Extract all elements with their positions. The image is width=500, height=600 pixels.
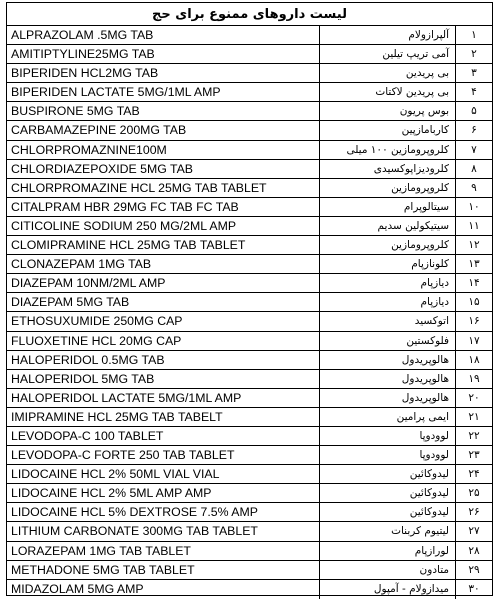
drug-persian-name: کلروپرومازین ۱۰۰ میلی: [320, 141, 456, 159]
row-number: ۷: [471, 143, 477, 156]
table-row: [7, 484, 492, 503]
table-row: [7, 121, 492, 140]
drug-english-name: FLUOXETINE HCL 20MG CAP: [7, 332, 320, 350]
drug-english-name: ETHOSUXUMIDE 250MG CAP: [7, 312, 320, 330]
row-number: ۲۴: [468, 468, 480, 481]
drug-english-name: CLOMIPRAMINE HCL 25MG TAB TABLET: [7, 236, 320, 254]
drug-persian-name: لیدوکائین: [320, 484, 456, 502]
row-number: ۲۲: [468, 429, 480, 442]
drug-persian-name: دیازپام: [320, 293, 456, 311]
drug-persian-name: لوودوپا: [320, 446, 456, 464]
drug-persian-name: دیازپام: [320, 274, 456, 292]
row-number: ۱۵: [468, 296, 480, 309]
table-row: [7, 102, 492, 121]
drug-persian-name: هالوپریدول: [320, 370, 456, 388]
drug-english-name: ALPRAZOLAM .5MG TAB: [7, 26, 320, 44]
drug-english-name: HALOPERIDOL 0.5MG TAB: [7, 351, 320, 369]
table-row: [7, 274, 492, 293]
table-row: [7, 83, 492, 102]
drug-persian-name: لیدوکائین: [320, 465, 456, 483]
row-number: ۱۰: [468, 200, 480, 213]
row-number: ۲۵: [468, 487, 480, 500]
drug-persian-name: آمی تریپ تیلین: [320, 45, 456, 63]
drug-persian-name: لیدوکائین: [320, 503, 456, 521]
drug-persian-name: بی پریدین: [320, 64, 456, 82]
row-number: ۲۰: [468, 391, 480, 404]
table-row: [7, 236, 492, 255]
row-number: ۲۱: [468, 410, 480, 423]
drug-english-name: LIDOCAINE HCL 2% 50ML VIAL VIAL: [7, 465, 320, 483]
drug-persian-name: کلونازپام: [320, 255, 456, 273]
drug-english-name: HALOPERIDOL 5MG TAB: [7, 370, 320, 388]
table-row: [7, 179, 492, 198]
drug-english-name: CARBAMAZEPINE 200MG TAB: [7, 121, 320, 139]
row-number: ۸: [471, 162, 477, 175]
table-row: [7, 408, 492, 427]
row-number: ۳۰: [468, 582, 480, 595]
table-row: [7, 255, 492, 274]
drug-persian-name: متادون: [320, 561, 456, 579]
row-number: ۱۸: [468, 353, 480, 366]
row-number: ۱۳: [468, 258, 480, 271]
drug-english-name: CHLORPROMAZINE HCL 25MG TAB TABLET: [7, 179, 320, 197]
drug-persian-name: سیتالوپرام: [320, 198, 456, 216]
table-row: [7, 217, 492, 236]
drug-persian-name: کلروپرومازین: [320, 179, 456, 197]
drug-persian-name: کلروپرومازین: [320, 236, 456, 254]
drug-persian-name: لیتیوم کربنات: [320, 522, 456, 540]
drug-english-name: IMIPRAMINE HCL 25MG TAB TABELT: [7, 408, 320, 426]
table-row: [7, 561, 492, 580]
drug-english-name: MIDAZOLAM 5MG AMP: [7, 580, 320, 599]
drug-english-name: LITHIUM CARBONATE 300MG TAB TABLET: [7, 522, 320, 540]
drug-english-name: CHLORPROMAZNINE100M: [7, 141, 320, 159]
drug-english-name: LEVODOPA-C 100 TABLET: [7, 427, 320, 445]
drug-persian-name: کاربامازپین: [320, 121, 456, 139]
drug-persian-name: لورازپام: [320, 542, 456, 560]
drug-english-name: LIDOCAINE HCL 5% DEXTROSE 7.5% AMP: [7, 503, 320, 521]
table-row: [7, 427, 492, 446]
drug-persian-name: اتوکسید: [320, 312, 456, 330]
row-number: ۲۶: [468, 506, 480, 519]
table-row: [7, 465, 492, 484]
drug-english-name: CLONAZEPAM 1MG TAB: [7, 255, 320, 273]
row-number: ۴: [471, 86, 477, 99]
drug-english-name: DIAZEPAM 10NM/2ML AMP: [7, 274, 320, 292]
row-number: ۲۳: [468, 449, 480, 462]
row-number: ۲۸: [468, 544, 480, 557]
drug-persian-name: هالوپریدول: [320, 389, 456, 407]
table-row: [7, 45, 492, 64]
table-row: [7, 26, 492, 45]
row-number: ۱۲: [468, 239, 480, 252]
drug-english-name: HALOPERIDOL LACTATE 5MG/1ML AMP: [7, 389, 320, 407]
table-row: [7, 580, 492, 599]
row-number: ۱۴: [468, 277, 480, 290]
row-number: ۲۷: [468, 525, 480, 538]
drug-english-name: BUSPIRONE 5MG TAB: [7, 102, 320, 120]
drug-table: [6, 2, 493, 596]
row-number: ۳: [471, 67, 477, 80]
table-row: [7, 160, 492, 179]
row-number: ۲: [471, 48, 477, 61]
row-number: ۶: [471, 124, 477, 137]
drug-persian-name: آلپرازولام: [320, 26, 456, 44]
drug-persian-name: سیتیکولین سدیم: [320, 217, 456, 235]
table-row: [7, 351, 492, 370]
drug-persian-name: بوس پریون: [320, 102, 456, 120]
drug-persian-name: لوودوپا: [320, 427, 456, 445]
drug-english-name: LEVODOPA-C FORTE 250 TAB TABLET: [7, 446, 320, 464]
table-row: [7, 64, 492, 83]
row-number: ۲۹: [468, 563, 480, 576]
drug-english-name: CITALPRAM HBR 29MG FC TAB FC TAB: [7, 198, 320, 216]
drug-english-name: BIPERIDEN HCL2MG TAB: [7, 64, 320, 82]
drug-persian-name: بی پریدین لاکتات: [320, 83, 456, 101]
drug-persian-name: هالوپریدول: [320, 351, 456, 369]
drug-english-name: DIAZEPAM 5MG TAB: [7, 293, 320, 311]
row-number: ۱۹: [468, 372, 480, 385]
table-row: [7, 293, 492, 312]
table-row: [7, 446, 492, 465]
drug-english-name: BIPERIDEN LACTATE 5MG/1ML AMP: [7, 83, 320, 101]
table-row: [7, 198, 492, 217]
row-number: ۱: [471, 29, 477, 41]
row-number: ۱۱: [468, 219, 480, 232]
table-row: [7, 332, 492, 351]
table-row: [7, 542, 492, 561]
row-number: ۵: [471, 105, 477, 118]
drug-english-name: LIDOCAINE HCL 2% 5ML AMP AMP: [7, 484, 320, 502]
row-number: ۹: [471, 181, 477, 194]
drug-english-name: CHLORDIAZEPOXIDE 5MG TAB: [7, 160, 320, 178]
drug-english-name: LORAZEPAM 1MG TAB TABLET: [7, 542, 320, 560]
drug-persian-name: فلوکستین: [320, 332, 456, 350]
table-row: [7, 141, 492, 160]
row-number: ۱۶: [468, 315, 480, 328]
drug-english-name: AMITIPTYLINE25MG TAB: [7, 45, 320, 63]
table-body: [7, 26, 492, 599]
drug-persian-name: ایمی پرامین: [320, 408, 456, 426]
table-row: [7, 503, 492, 522]
row-number: ۱۷: [468, 334, 480, 347]
table-row: [7, 522, 492, 541]
drug-english-name: CITICOLINE SODIUM 250 MG/2ML AMP: [7, 217, 320, 235]
table-row: [7, 389, 492, 408]
drug-english-name: METHADONE 5MG TAB TABLET: [7, 561, 320, 579]
table-row: [7, 312, 492, 331]
drug-persian-name: کلرودیزاپوکسیدی: [320, 160, 456, 178]
drug-persian-name: میدازولام - آمپول: [320, 580, 456, 599]
table-row: [7, 370, 492, 389]
table-title: لیست داروهای ممنوع برای حج: [7, 3, 492, 26]
